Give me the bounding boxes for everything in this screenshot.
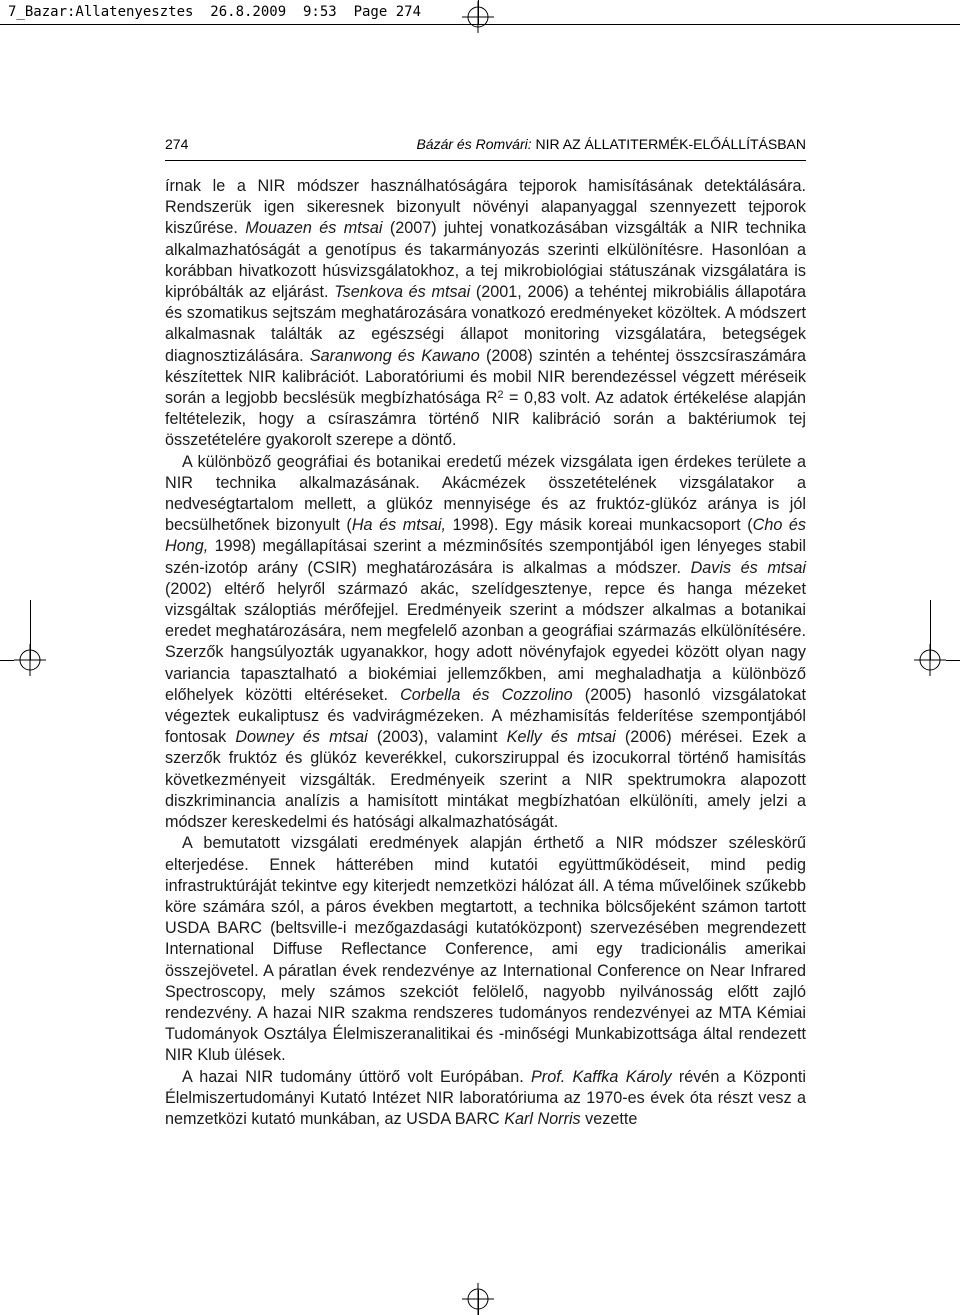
citation-author: Tsenkova és mtsai	[334, 283, 471, 302]
text-run: vezette	[580, 1109, 638, 1128]
paragraph	[165, 452, 806, 834]
running-head-title: NIR AZ ÁLLATITERMÉK-ELŐÁLLÍTÁSBAN	[535, 136, 806, 152]
text-run: A hazai NIR tudomány úttörő volt Európában.	[182, 1067, 531, 1086]
citation-author: Corbella és Cozzolino	[400, 685, 573, 704]
registration-mark-left	[14, 644, 46, 676]
text-run: = 0,83 volt. Az adatok értékelése alapján feltételezik, hogy a csíraszámra történő NIR kalibráció során a baktériumok tej összetételére gyakorolt szerepe a döntő.	[165, 389, 806, 450]
print-slug: 7_Bazar:Allatenyesztes 26.8.2009 9:53 Page 274	[8, 4, 422, 20]
citation-author: Ha és mtsai,	[351, 516, 446, 535]
text-run: A különböző geográfiai és botanikai eredetű mézek vizsgálata igen érdekes területe a NIR technika alkalmazásának. Akácmézek összetételének vizsgálatakor a nedveségtartalom mellett, a glükóz mennyisége és az fruktóz-glükóz aránya is jól becsülhetőnek bizonyult (	[165, 452, 806, 535]
citation-author: Mouazen és mtsai	[245, 219, 383, 238]
body-text	[165, 176, 806, 1130]
text-run: (2003), valamint	[367, 728, 507, 747]
citation-author: Downey és mtsai	[235, 728, 368, 747]
text-run: (2005) hasonló vizsgálatokat végeztek eukaliptusz és vadvirágmézeken. A mézhamisítás felderítése szempontjából fontosak	[165, 685, 806, 747]
registration-mark-right	[914, 644, 946, 676]
crop-mark-right	[946, 660, 960, 661]
citation-author: Karl Norris	[504, 1109, 581, 1128]
text-run: A bemutatott vizsgálati eredmények alapján érthető a NIR módszer széleskörű elterjedése. Ennek hátterében mind kutatói együttműködéseit, mind pedig infrastruktúráját tekintve egy kiterjedt nemzetközi hálózat áll. A téma művelőinek szűkebb köre számára szól, a páros években megtartott, a technika bölcsőjeként számon tartott USDA BARC (beltsville-i mezőgazdasági kutatóközpont) szervezésében megrendezett International Diffuse Reflectance Conference, ami egy tradicionális amerikai összejövetel. A páratlan évek rendezvénye az International Conference on Near Infrared Spectroscopy, mely számos szekciót felölelő, nagyobb nyilvánosság előtt zajló rendezvény. A hazai NIR szakma rendszeres tudományos rendezvényei az MTA Kémiai Tudományok Osztálya Élelmiszeranalitikai és -minőségi Munkabizottsága által rendezett NIR Klub ülések.	[165, 834, 806, 1065]
text-run: 1998) megállapításai szerint a mézminősítés szempontjából igen lényeges stabil szén-izotóp arány (CSIR) meghatározására is alkalmas a módszer.	[165, 537, 806, 577]
registration-mark-bottom	[462, 1283, 494, 1315]
text-run: (2001, 2006) a tehéntej mikrobiális állapotára és szomatikus sejtszám meghatározására vonatkozó eredményeket közöltek. A módszert alkalmasnak találták az egészségi állapot monitoring vizsgálatára, betegségek diagnosztizálására.	[165, 283, 806, 365]
text-run: írnak le a NIR módszer használhatóságára tejporok hamisításának detektálására. Rendszerük igen sikeresnek bizonyult növényi alapanyaggal szennyezett tejporok kiszűrése.	[165, 177, 806, 238]
text-run: (2007) juhtej vonatkozásában vizsgálták a NIR technika alkalmazhatóságát a genotípus és takarmányozás szerinti elkülönítésre. Hasonlóan a korábban hivatkozott húsvizsgálatokhoz, a tej mikrobiológiai státuszának vizsgálatára is kipróbálták az eljárást.	[165, 219, 806, 302]
text-run: révén a Központi Élelmiszertudományi Kutató Intézet NIR laboratóriuma az 1970-es évek óta részt vesz a nemzetközi kutató munkában, az USDA BARC	[165, 1067, 806, 1128]
registration-mark-top	[462, 1, 494, 33]
citation-author: Davis és mtsai	[690, 558, 807, 577]
running-head	[416, 136, 806, 152]
header-rule	[165, 160, 806, 161]
text-run: 1998). Egy másik koreai munkacsoport (	[445, 516, 753, 535]
text-run: (2002) eltérő helyről származó akác, szelídgesztenye, repce és hanga mézeket vizsgáltak száloptiás mérőfejjel. Eredményeik szerint a módszer alkalmas a botanikai eredet meghatározására, nem megfelelő azonban a geográfiai származás elkülönítésére. Szerzők hangsúlyozták ugyanakkor, hogy adott növényfajok egyedei között olyan nagy variancia tapasztalható a biokémiai jellemzőkben, ami meghaladhatja a különböző előhelyek közötti eltéréseket.	[165, 579, 806, 704]
paragraph	[165, 176, 806, 452]
citation-author: Kelly és mtsai	[506, 728, 616, 747]
citation-author: Saranwong és Kawano	[309, 346, 480, 365]
paragraph	[165, 1067, 806, 1131]
superscript: 2	[497, 389, 504, 402]
running-header	[165, 136, 806, 152]
citation-author: Prof. Kaffka Károly	[531, 1067, 672, 1086]
text-run: (2008) szintén a tehéntej összcsíraszámára készítettek NIR kalibrációt. Laboratóriumi és mobil NIR berendezéssel végzett méréseik során a legjobb becslésük megbízhatósága R	[165, 346, 807, 408]
citation-author: Cho és Hong,	[165, 516, 806, 556]
page-number: 274	[165, 136, 189, 152]
running-head-authors: Bázár és Romvári:	[416, 136, 532, 152]
text-run: (2006) mérései. Ezek a szerzők fruktóz és glükóz keverékkel, cukorsziruppal és izocukorral történő hamisítás következményeit vizsgálták. Eredményeik szerint a NIR spektrumokra alapozott diszkriminancia analízis a hamisított mintákat megbízhatóan elkülöníti, amely jelzi a módszer kereskedelmi és hatósági alkalmazhatóságát.	[165, 728, 807, 832]
crop-mark-left	[0, 660, 14, 661]
paragraph	[165, 833, 806, 1066]
